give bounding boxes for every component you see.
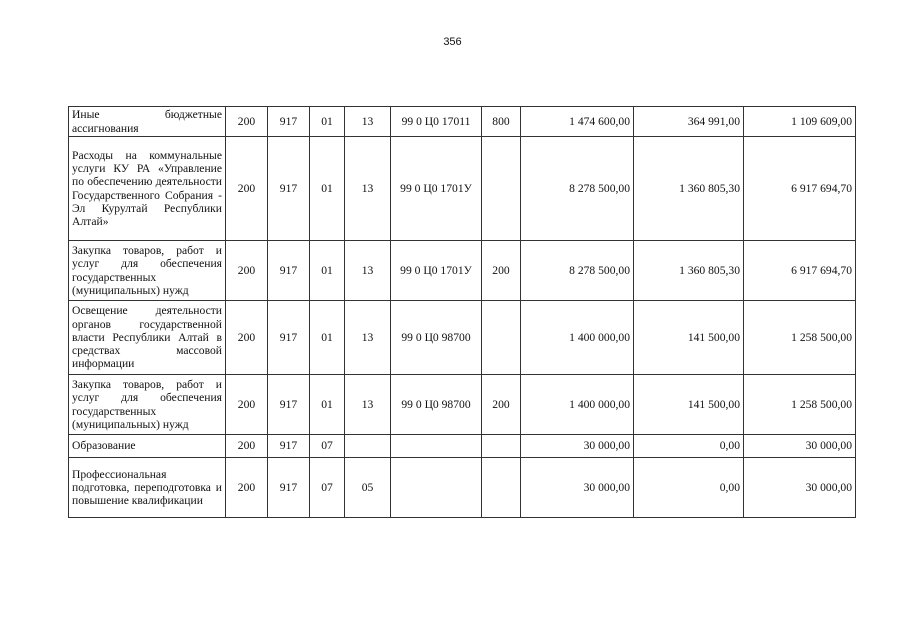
row-expense-type <box>482 137 521 241</box>
row-amount-3: 6 917 694,70 <box>744 241 856 301</box>
row-amount-1: 1 400 000,00 <box>521 375 634 435</box>
row-name: Закупка товаров, работ и услуг для обеспечения государственных (муниципальных) нужд <box>69 375 226 435</box>
row-amount-1: 30 000,00 <box>521 458 634 518</box>
row-expense-type <box>482 458 521 518</box>
row-code-1: 200 <box>226 107 268 137</box>
row-target-code: 99 0 Ц0 17011 <box>391 107 482 137</box>
row-amount-1: 1 400 000,00 <box>521 301 634 375</box>
table-row <box>69 241 856 301</box>
row-expense-type <box>482 301 521 375</box>
row-name: Профессиональная подготовка, переподготовка и повышение квалификации <box>69 458 226 518</box>
row-amount-1: 8 278 500,00 <box>521 137 634 241</box>
table-row <box>69 435 856 458</box>
row-name: Образование <box>69 435 226 458</box>
row-code-2: 917 <box>268 241 310 301</box>
row-amount-1: 1 474 600,00 <box>521 107 634 137</box>
row-target-code: 99 0 Ц0 1701У <box>391 241 482 301</box>
table-row <box>69 375 856 435</box>
row-code-2: 917 <box>268 435 310 458</box>
row-expense-type: 200 <box>482 375 521 435</box>
row-target-code: 99 0 Ц0 98700 <box>391 301 482 375</box>
row-amount-2: 364 991,00 <box>634 107 744 137</box>
row-section: 01 <box>310 107 345 137</box>
row-code-1: 200 <box>226 435 268 458</box>
table-row <box>69 137 856 241</box>
row-expense-type: 200 <box>482 241 521 301</box>
row-section: 01 <box>310 137 345 241</box>
page-number: 356 <box>443 36 462 48</box>
row-section: 01 <box>310 301 345 375</box>
row-amount-3: 1 258 500,00 <box>744 301 856 375</box>
row-subsection: 13 <box>345 241 391 301</box>
row-section: 07 <box>310 435 345 458</box>
row-code-2: 917 <box>268 107 310 137</box>
row-code-1: 200 <box>226 375 268 435</box>
row-subsection <box>345 435 391 458</box>
row-code-2: 917 <box>268 375 310 435</box>
row-section: 01 <box>310 241 345 301</box>
table-row <box>69 458 856 518</box>
row-amount-2: 1 360 805,30 <box>634 241 744 301</box>
table-row <box>69 107 856 137</box>
row-subsection: 13 <box>345 107 391 137</box>
row-amount-1: 30 000,00 <box>521 435 634 458</box>
row-code-2: 917 <box>268 458 310 518</box>
budget-table <box>68 106 856 518</box>
row-code-1: 200 <box>226 137 268 241</box>
row-code-1: 200 <box>226 301 268 375</box>
row-amount-3: 30 000,00 <box>744 435 856 458</box>
row-code-1: 200 <box>226 458 268 518</box>
row-code-2: 917 <box>268 137 310 241</box>
row-name: Иные бюджетные ассигнования <box>69 107 226 137</box>
row-expense-type <box>482 435 521 458</box>
row-amount-2: 0,00 <box>634 435 744 458</box>
table-row <box>69 301 856 375</box>
row-target-code <box>391 458 482 518</box>
row-section: 01 <box>310 375 345 435</box>
row-section: 07 <box>310 458 345 518</box>
row-target-code: 99 0 Ц0 98700 <box>391 375 482 435</box>
row-name: Освещение деятельности органов государственной власти Республики Алтай в средствах массовой информации <box>69 301 226 375</box>
row-subsection: 13 <box>345 301 391 375</box>
row-amount-2: 141 500,00 <box>634 375 744 435</box>
row-target-code <box>391 435 482 458</box>
row-subsection: 13 <box>345 137 391 241</box>
row-amount-2: 1 360 805,30 <box>634 137 744 241</box>
row-code-2: 917 <box>268 301 310 375</box>
row-code-1: 200 <box>226 241 268 301</box>
row-subsection: 05 <box>345 458 391 518</box>
row-name: Закупка товаров, работ и услуг для обеспечения государственных (муниципальных) нужд <box>69 241 226 301</box>
row-amount-2: 0,00 <box>634 458 744 518</box>
row-expense-type: 800 <box>482 107 521 137</box>
row-amount-1: 8 278 500,00 <box>521 241 634 301</box>
row-subsection: 13 <box>345 375 391 435</box>
row-amount-2: 141 500,00 <box>634 301 744 375</box>
row-amount-3: 1 109 609,00 <box>744 107 856 137</box>
row-amount-3: 1 258 500,00 <box>744 375 856 435</box>
row-target-code: 99 0 Ц0 1701У <box>391 137 482 241</box>
row-name: Расходы на коммунальные услуги КУ РА «Управление по обеспечению деятельности Государственного Собрания - Эл Курултай Республики Алтай» <box>69 137 226 241</box>
row-amount-3: 6 917 694,70 <box>744 137 856 241</box>
row-amount-3: 30 000,00 <box>744 458 856 518</box>
